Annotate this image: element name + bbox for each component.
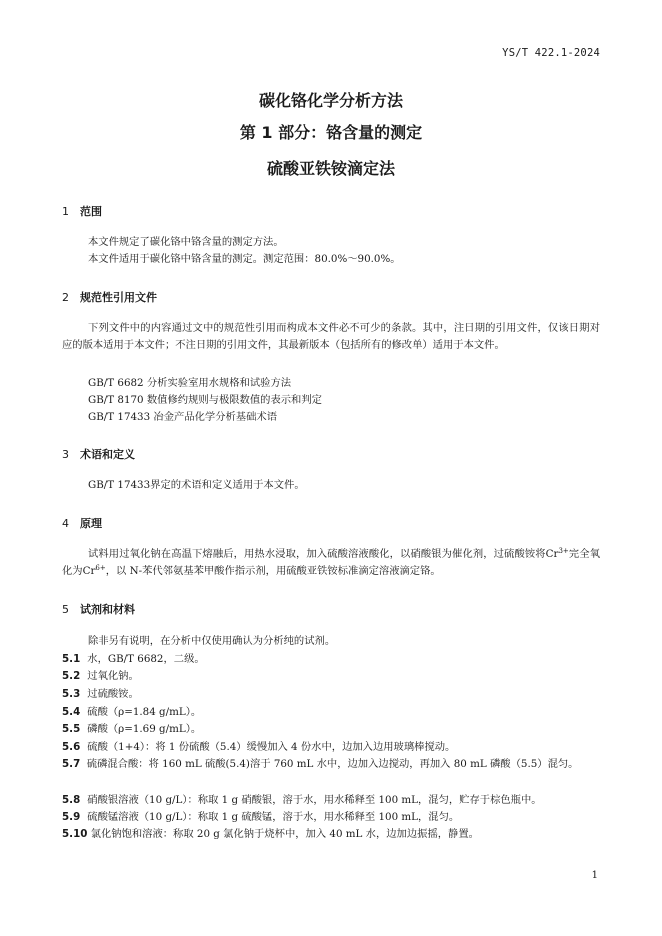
item-text: 水，GB/T 6682，二级。: [87, 653, 205, 665]
section-number: 2: [62, 291, 69, 304]
section-number: 1: [62, 205, 69, 218]
item-text: 磷酸（ρ=1.69 g/mL）。: [87, 723, 202, 735]
section-number: 5: [62, 603, 69, 616]
reagent-item: [62, 809, 459, 826]
section-5-heading: [62, 601, 135, 617]
item-number: 5.9: [62, 811, 81, 823]
reference-item: GB/T 6682 分析实验室用水规格和试验方法: [88, 377, 292, 389]
reagent-item: [62, 756, 600, 773]
item-number: 5.1: [62, 653, 81, 665]
section-title: 术语和定义: [80, 448, 135, 461]
reagent-item: [62, 704, 201, 721]
section-1-heading: [62, 203, 102, 219]
section-number: 4: [62, 517, 69, 530]
document-subtitle: 第 1 部分：铬含量的测定: [239, 123, 423, 142]
section-1-paragraph-1: 本文件规定了碳化铬中铬含量的测定方法。: [88, 236, 284, 248]
reagent-item: [62, 792, 542, 809]
item-number: 5.6: [62, 741, 81, 753]
section-2-heading: [62, 289, 157, 305]
section-title: 试剂和材料: [80, 603, 135, 616]
section-3-heading: [62, 446, 135, 462]
principle-text: 完全氧化为Cr: [62, 548, 601, 577]
item-text: 氯化钠饱和溶液：称取 20 g 氯化钠于烧杯中，加入 40 mL 水，边加边振摇，静置。: [90, 828, 479, 840]
item-number: 5.3: [62, 688, 81, 700]
document-method-title: 硫酸亚铁铵滴定法: [266, 159, 395, 178]
item-number: 5.10: [62, 828, 88, 840]
section-4-paragraph: [62, 546, 600, 580]
section-title: 规范性引用文件: [80, 291, 157, 304]
item-text: 硫酸（1+4）：将 1 份硫酸（5.4）缓慢加入 4 份水中，边加入边用玻璃棒搅动。: [87, 741, 456, 753]
item-text: 过硫酸铵。: [87, 688, 139, 700]
principle-text: ，以 N-苯代邻氨基苯甲酸作指示剂，用硫酸亚铁铵标准滴定溶液滴定铬。: [105, 565, 441, 577]
section-title: 原理: [80, 517, 102, 530]
ion-charge: 6+: [95, 564, 106, 572]
reference-item: GB/T 17433 冶金产品化学分析基础术语: [88, 411, 277, 423]
principle-text: 试料用过氧化钠在高温下熔融后，用热水浸取，加入硫酸溶液酸化，以硝酸银为催化剂，过硫酸铵将Cr: [88, 548, 559, 560]
section-2-paragraph: 下列文件中的内容通过文中的规范性引用而构成本文件必不可少的条款。其中，注日期的引用文件，仅该日期对应的版本适用于本文件；不注日期的引用文件，其最新版本（包括所有的修改单）适用于本文件。: [62, 322, 600, 351]
item-text: 硫酸（ρ=1.84 g/mL）。: [87, 706, 202, 718]
section-number: 3: [62, 448, 69, 461]
item-number: 5.7: [62, 758, 81, 770]
standard-code: YS/T 422.1-2024: [502, 47, 600, 59]
item-number: 5.4: [62, 706, 81, 718]
reagent-item: [62, 668, 139, 685]
reagent-item: [62, 721, 201, 738]
section-5-intro: 除非另有说明，在分析中仅使用确认为分析纯的试剂。: [88, 635, 336, 647]
item-number: 5.2: [62, 670, 81, 682]
item-text: 硝酸银溶液（10 g/L）：称取 1 g 硝酸银，溶于水，用水稀释至 100 mL，混匀，贮存于棕色瓶中。: [87, 794, 542, 806]
item-number: 5.5: [62, 723, 81, 735]
section-1-paragraph-2: 本文件适用于碳化铬中铬含量的测定。测定范围：80.0%～90.0%。: [88, 253, 401, 265]
reagent-item: [62, 686, 139, 703]
document-title: 碳化铬化学分析方法: [258, 91, 403, 110]
item-number: 5.8: [62, 794, 81, 806]
item-text: 过氧化钠。: [87, 670, 139, 682]
section-3-paragraph: GB/T 17433界定的术语和定义适用于本文件。: [88, 479, 305, 491]
reagent-item: [62, 826, 479, 843]
reference-item: GB/T 8170 数值修约规则与极限数值的表示和判定: [88, 394, 322, 406]
page-number: 1: [591, 870, 598, 881]
section-title: 范围: [80, 205, 102, 218]
item-text: 硫磷混合酸：将 160 mL 硫酸(5.4)溶于 760 mL 水中，边加入边搅动，再加入 80 mL 磷酸（5.5）混匀。: [86, 758, 579, 770]
reagent-item: [62, 739, 455, 756]
item-text: 硫酸锰溶液（10 g/L）：称取 1 g 硫酸锰，溶于水，用水稀释至 100 mL，混匀。: [87, 811, 460, 823]
ion-charge: 3+: [558, 547, 569, 555]
reagent-item: [62, 651, 205, 668]
section-4-heading: [62, 515, 102, 531]
